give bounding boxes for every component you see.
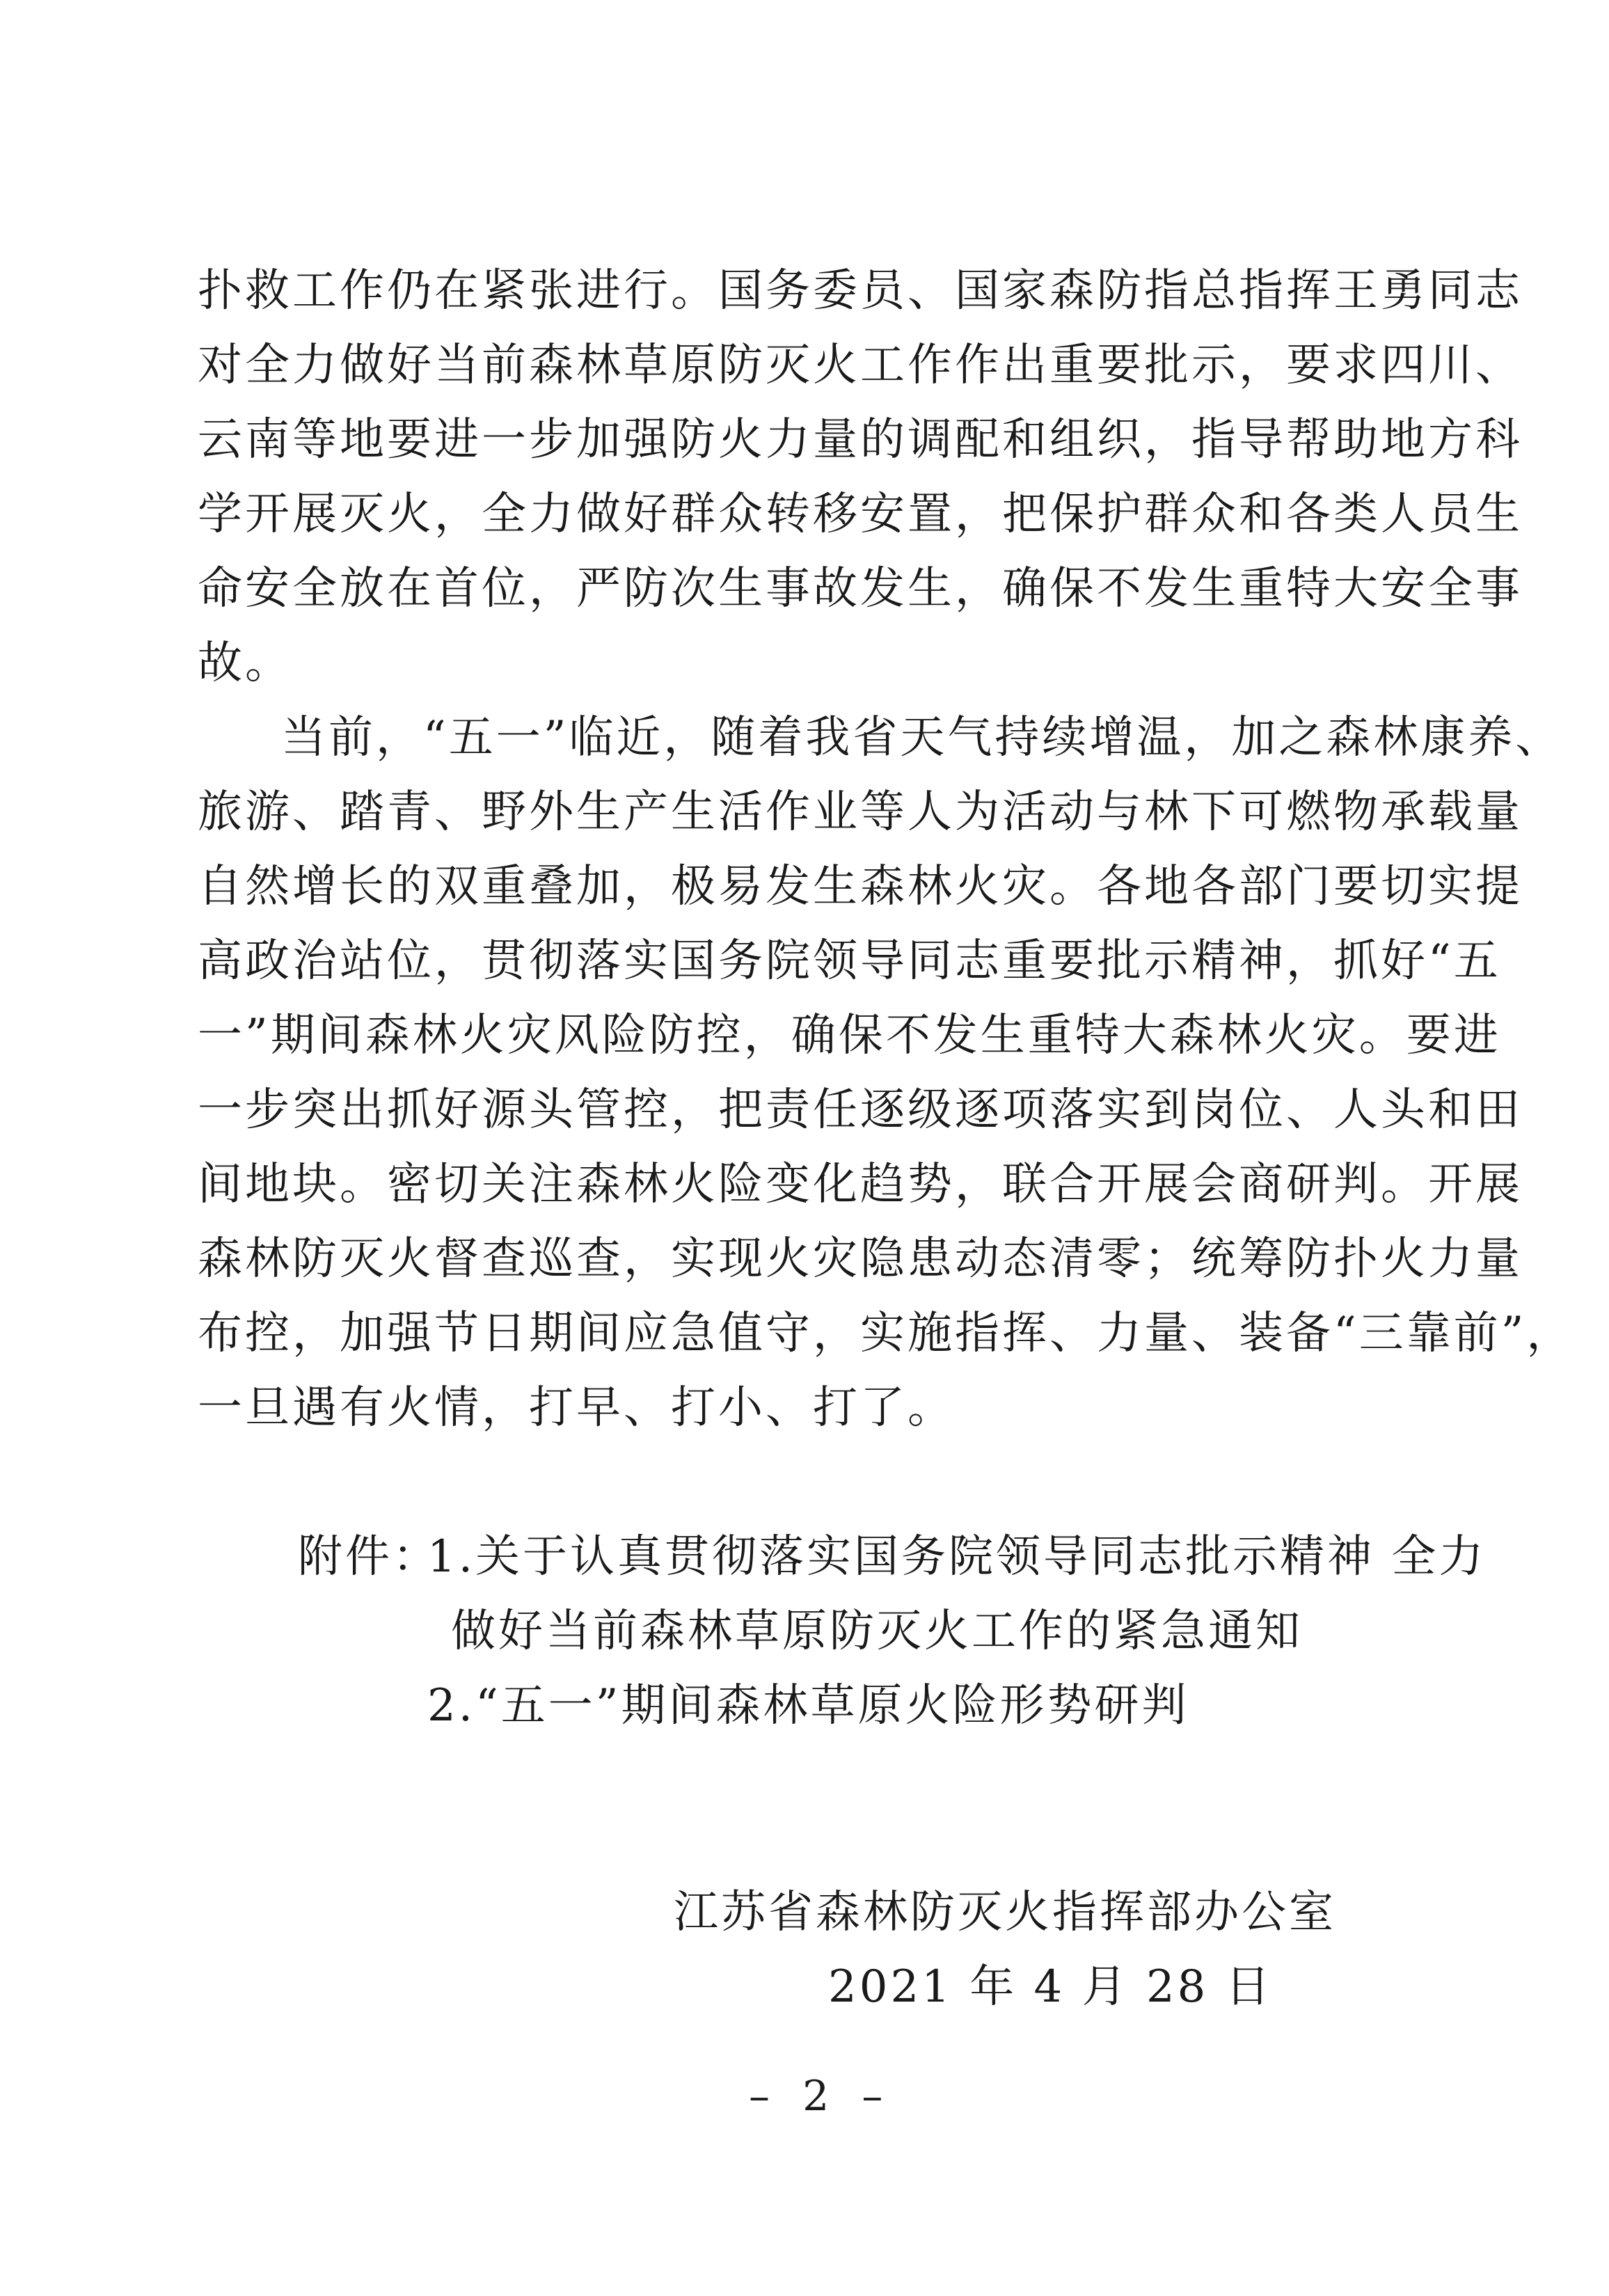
issuing-office: 江苏省森林防灭火指挥部办公室 [674, 1887, 1336, 1938]
page-number: – 2 – [749, 2072, 893, 2121]
paragraph-2-line-1: 当前，“五一”临近，随着我省天气持续增温，加之森林康养、 [281, 712, 1563, 763]
paragraph-2-line-4: 高政治站位，贯彻落实国务院领导同志重要批示精神，抓好“五 [198, 935, 1501, 987]
attachment-item-1-line-1: 1.关于认真贯彻落实国务院领导同志批示精神 全力 [427, 1531, 1487, 1583]
paragraph-2-line-3: 自然增长的双重叠加，极易发生森林火灾。各地各部门要切实提 [198, 861, 1523, 912]
paragraph-2-line-9: 布控，加强节日期间应急值守，实施指挥、力量、装备“三靠前”， [198, 1308, 1574, 1359]
paragraph-1-line-5: 命安全放在首位，严防次生事故发生，确保不发生重特大安全事 [198, 563, 1523, 615]
issue-date: 2021 年 4 月 28 日 [828, 1961, 1273, 2013]
paragraph-1-line-6: 故。 [198, 638, 292, 689]
paragraph-2-line-5: 一”期间森林火灾风险防控，确保不发生重特大森林火灾。要进 [198, 1010, 1501, 1061]
paragraph-2-line-2: 旅游、踏青、野外生产生活作业等人为活动与林下可燃物承载量 [198, 786, 1523, 838]
paragraph-1-line-2: 对全力做好当前森林草原防灭火工作作出重要批示，要求四川、 [198, 340, 1523, 391]
attachment-item-2: 2.“五一”期间森林草原火险形势研判 [427, 1680, 1189, 1732]
paragraph-2-line-7: 间地块。密切关注森林火险变化趋势，联合开展会商研判。开展 [198, 1159, 1523, 1210]
paragraph-1-line-4: 学开展灭火，全力做好群众转移安置，把保护群众和各类人员生 [198, 489, 1523, 540]
paragraph-1-line-1: 扑救工作仍在紧张进行。国务委员、国家森防指总指挥王勇同志 [198, 265, 1523, 317]
attachment-label: 附件： [298, 1531, 440, 1583]
paragraph-1-line-3: 云南等地要进一步加强防火力量的调配和组织，指导帮助地方科 [198, 414, 1523, 466]
paragraph-2-line-6: 一步突出抓好源头管控，把责任逐级逐项落实到岗位、人头和田 [198, 1084, 1523, 1136]
paragraph-2-line-8: 森林防灭火督查巡查，实现火灾隐患动态清零；统筹防扑火力量 [198, 1233, 1523, 1285]
attachment-item-1-line-2: 做好当前森林草原防灭火工作的紧急通知 [451, 1606, 1303, 1657]
paragraph-2-line-10: 一旦遇有火情，打早、打小、打了。 [198, 1382, 955, 1434]
